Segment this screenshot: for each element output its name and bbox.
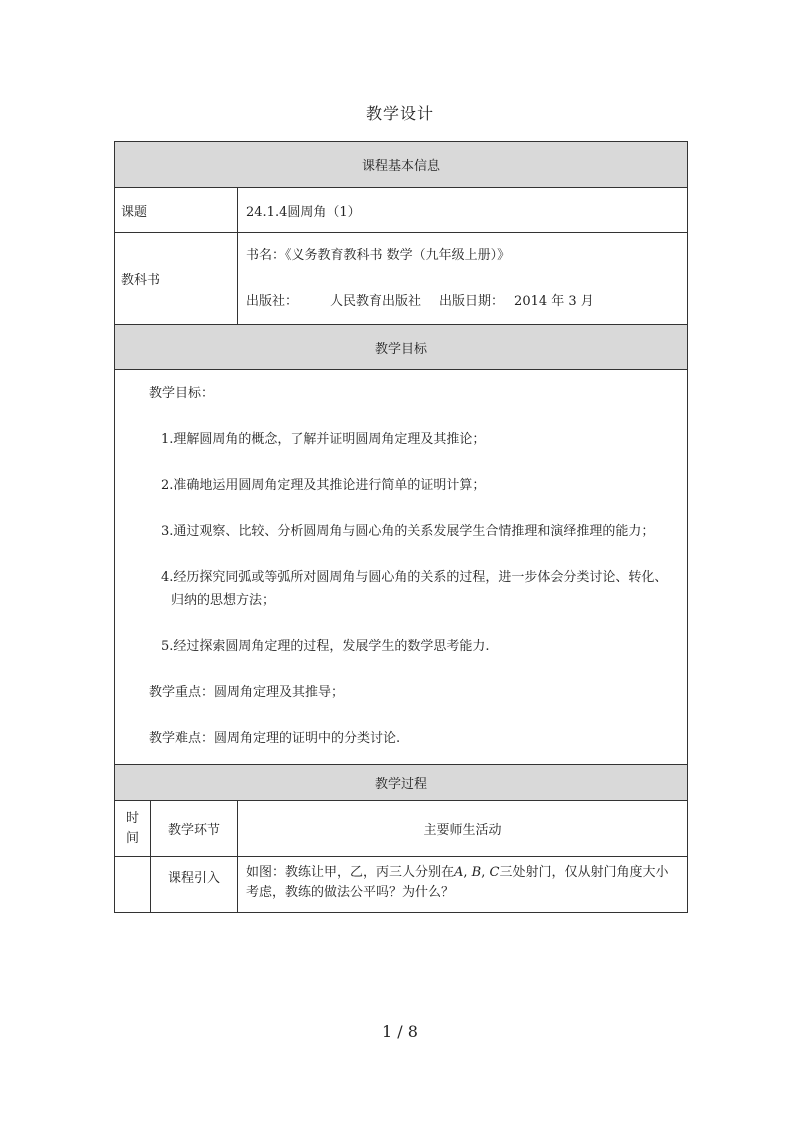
stage-column-header: 教学环节	[151, 801, 238, 857]
goals-content	[115, 370, 688, 765]
goals-header: 教学目标	[115, 325, 688, 370]
goal-item: 4.经历探究同弧或等弧所对圆周角与圆心角的关系的过程，进一步体会分类讨论、转化、	[161, 570, 668, 585]
activity-cell: 如图：教练让甲，乙，丙三人分别在A, B, C三处射门，仅从射门角度大小考虑，教练的做法公平吗？为什么？	[238, 857, 688, 913]
activity-column-header: 主要师生活动	[238, 801, 688, 857]
topic-value: 24.1.4圆周角（1）	[238, 188, 688, 233]
goal-item: 5.经过探索圆周角定理的过程，发展学生的数学思考能力.	[161, 639, 490, 654]
document-title: 教学设计	[365, 104, 434, 123]
goal-item: 1.理解圆周角的概念，了解并证明圆周角定理及其推论；	[161, 432, 486, 447]
topic-label: 课题	[115, 188, 238, 233]
publisher-line	[246, 290, 687, 313]
date-label: 出版日期：	[439, 294, 505, 309]
book-name: 书名：《义务教育教科书 数学（九年级上册）》	[246, 248, 511, 263]
basic-info-header: 课程基本信息	[115, 142, 688, 188]
time-column-header: 时 间	[115, 801, 151, 857]
publisher-label: 出版社：	[246, 294, 299, 309]
process-header: 教学过程	[115, 765, 688, 801]
key-point: 教学重点：圆周角定理及其推导；	[149, 685, 345, 700]
goals-intro: 教学目标：	[149, 386, 215, 401]
stage-cell: 课程引入	[151, 857, 238, 913]
goal-item-continued: 归纳的思想方法；	[171, 593, 276, 608]
date-value: 2014 年 3 月	[514, 294, 594, 309]
publisher-value: 人民教育出版社	[330, 294, 422, 309]
goal-item: 2.准确地运用圆周角定理及其推论进行简单的证明计算；	[161, 478, 486, 493]
textbook-label: 教科书	[115, 233, 238, 325]
goal-item: 3.通过观察、比较、分析圆周角与圆心角的关系发展学生合情推理和演绎推理的能力；	[161, 524, 655, 539]
lesson-plan-table	[114, 141, 688, 913]
difficulty-point: 教学难点：圆周角定理的证明中的分类讨论.	[149, 731, 401, 746]
time-cell	[115, 857, 151, 913]
textbook-info	[238, 233, 688, 325]
page-number: 1 / 8	[382, 1022, 418, 1041]
